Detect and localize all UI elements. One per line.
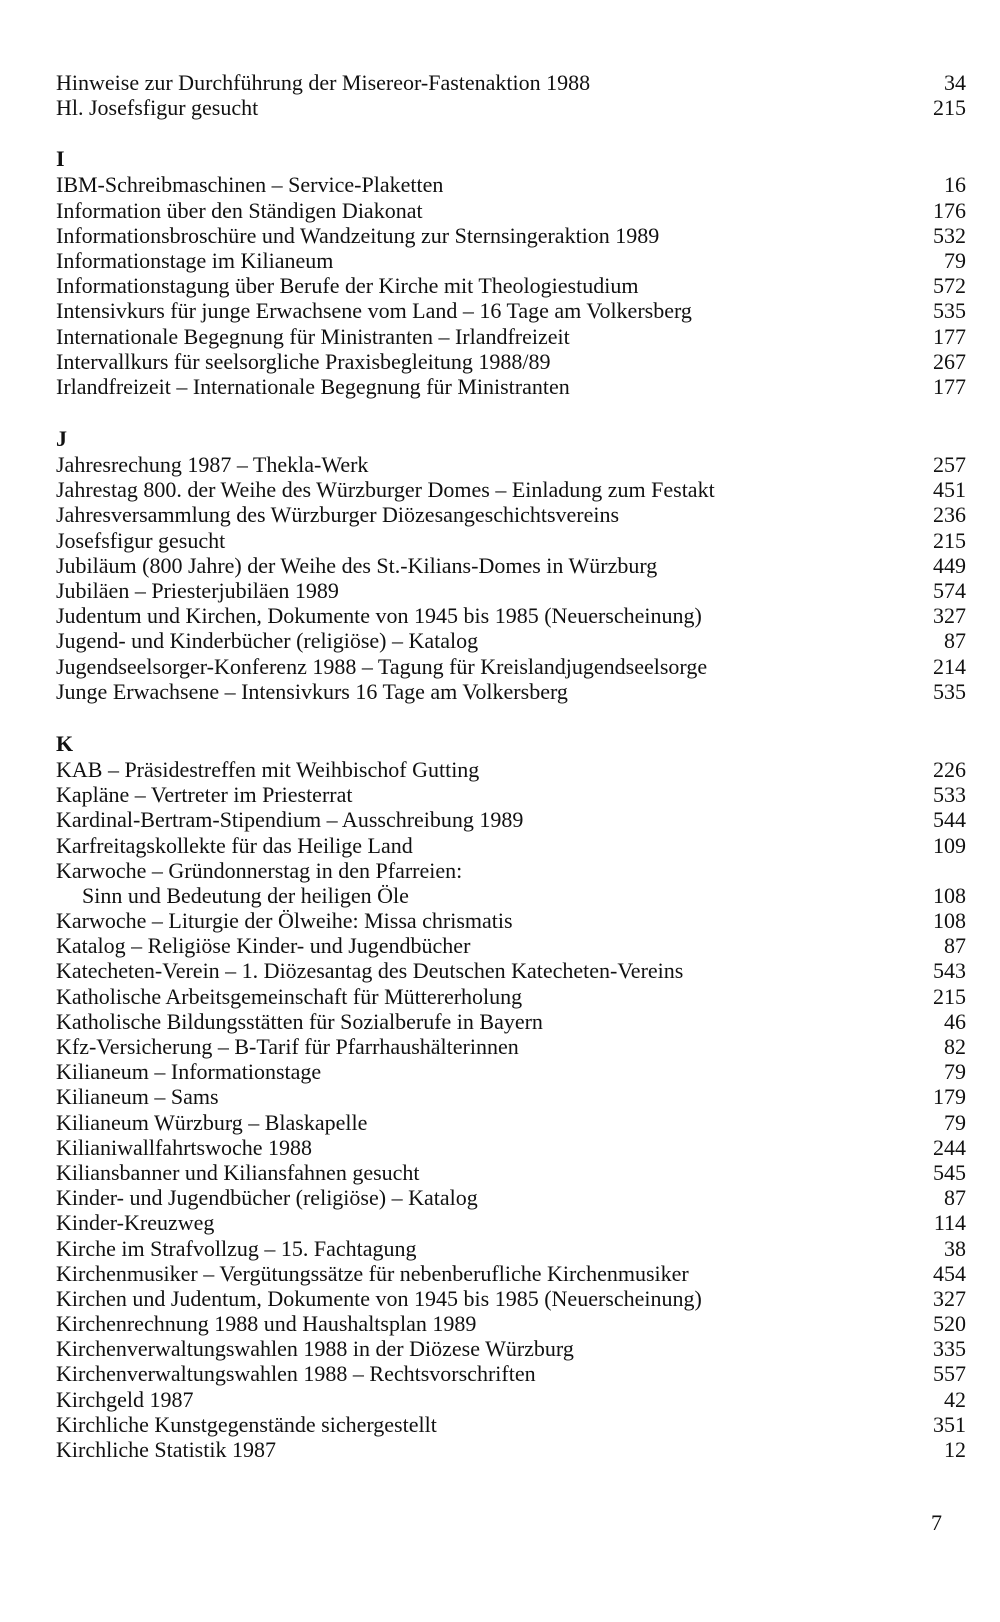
entry-page: 532 bbox=[933, 222, 966, 248]
index-entry bbox=[56, 1160, 966, 1185]
index-entry bbox=[56, 933, 966, 958]
entry-page: 574 bbox=[933, 578, 966, 603]
entry-title: Kirchgeld 1987 bbox=[56, 1386, 194, 1412]
entry-title: Jugendseelsorger-Konferenz 1988 – Tagung für Kreislandjugendseelsorge bbox=[56, 653, 708, 679]
section-letter: K bbox=[56, 730, 74, 756]
index-section bbox=[56, 70, 966, 120]
index-entry bbox=[56, 1210, 966, 1235]
entry-title: Katholische Arbeitsgemeinschaft für Müttererholung bbox=[56, 983, 523, 1009]
index-section bbox=[56, 146, 966, 399]
entry-page: 79 bbox=[944, 1109, 966, 1135]
entry-page: 108 bbox=[933, 882, 966, 908]
entry-page: 351 bbox=[933, 1411, 966, 1437]
index-entry bbox=[56, 298, 966, 323]
index-entry bbox=[56, 1135, 966, 1160]
index-entry bbox=[56, 198, 966, 223]
entry-title: Junge Erwachsene – Intensivkurs 16 Tage am Volkersberg bbox=[56, 678, 568, 704]
index-entry bbox=[56, 502, 966, 527]
index-entry bbox=[56, 833, 966, 858]
entry-page: 34 bbox=[944, 70, 966, 95]
entry-page: 226 bbox=[933, 756, 966, 782]
index-entry bbox=[56, 528, 966, 553]
entry-title: Kilianeum Würzburg – Blaskapelle bbox=[56, 1109, 368, 1135]
index-entry bbox=[56, 324, 966, 349]
index-entry bbox=[56, 1336, 966, 1361]
entry-title: Jubiläen – Priesterjubiläen 1989 bbox=[56, 578, 339, 603]
entry-title: Jugend- und Kinderbücher (religiöse) – Katalog bbox=[56, 628, 479, 654]
index-entry bbox=[56, 1110, 966, 1135]
index-entry bbox=[56, 1437, 966, 1462]
index-section bbox=[56, 731, 966, 1462]
index-entry bbox=[56, 883, 966, 908]
entry-page: 176 bbox=[933, 197, 966, 223]
entry-title: Katholische Bildungsstätten für Sozialberufe in Bayern bbox=[56, 1008, 543, 1034]
index-entry bbox=[56, 908, 966, 933]
index-entry bbox=[56, 273, 966, 298]
entry-title: Informationstage im Kilianeum bbox=[56, 247, 334, 273]
entry-page: 451 bbox=[933, 477, 966, 503]
entry-title: Kirchenverwaltungswahlen 1988 in der Diözese Würzburg bbox=[56, 1336, 574, 1362]
entry-page: 449 bbox=[933, 552, 966, 578]
entry-title: Kinder-Kreuzweg bbox=[56, 1210, 215, 1236]
entry-page: 87 bbox=[944, 1185, 966, 1211]
index-entry bbox=[56, 958, 966, 983]
index-entry bbox=[56, 603, 966, 628]
index-entry bbox=[56, 1311, 966, 1336]
index-entry bbox=[56, 1412, 966, 1437]
entry-title: Katalog – Religiöse Kinder- und Jugendbücher bbox=[56, 933, 471, 959]
entry-title: Kardinal-Bertram-Stipendium – Ausschreibung 1989 bbox=[56, 807, 524, 833]
index-entry bbox=[56, 553, 966, 578]
index-entry bbox=[56, 807, 966, 832]
index-entry bbox=[56, 782, 966, 807]
entry-title: Kirchenverwaltungswahlen 1988 – Rechtsvorschriften bbox=[56, 1361, 536, 1387]
index-entry bbox=[56, 374, 966, 399]
entry-title: Katecheten-Verein – 1. Diözesantag des Deutschen Katecheten-Vereins bbox=[56, 958, 684, 984]
page-number: 7 bbox=[931, 1510, 942, 1535]
index-entry bbox=[56, 858, 966, 883]
entry-page: 12 bbox=[944, 1437, 966, 1462]
entry-page: 520 bbox=[933, 1311, 966, 1337]
entry-page: 535 bbox=[933, 298, 966, 324]
section-letter: I bbox=[56, 146, 65, 172]
entry-page: 533 bbox=[933, 782, 966, 808]
index-entry bbox=[56, 349, 966, 374]
index-entry bbox=[56, 679, 966, 704]
index-entry bbox=[56, 95, 966, 120]
index-entry bbox=[56, 1009, 966, 1034]
section-letter: J bbox=[56, 426, 67, 452]
entry-page: 215 bbox=[933, 983, 966, 1009]
entry-page: 327 bbox=[933, 1285, 966, 1311]
index-entry bbox=[56, 172, 966, 197]
entry-title: Kirchenmusiker – Vergütungssätze für nebenberufliche Kirchenmusiker bbox=[56, 1260, 689, 1286]
entry-page: 42 bbox=[944, 1386, 966, 1412]
entry-page: 327 bbox=[933, 603, 966, 629]
index-entry bbox=[56, 1059, 966, 1084]
index-entry bbox=[56, 757, 966, 782]
entry-title: Kirchenrechnung 1988 und Haushaltsplan 1989 bbox=[56, 1311, 477, 1337]
index-entry bbox=[56, 1387, 966, 1412]
entry-page: 215 bbox=[933, 527, 966, 553]
entry-title: Kapläne – Vertreter im Priesterrat bbox=[56, 782, 353, 808]
entry-page: 179 bbox=[933, 1084, 966, 1110]
index-entry bbox=[56, 70, 966, 95]
entry-title: Kfz-Versicherung – B-Tarif für Pfarrhaushälterinnen bbox=[56, 1034, 519, 1059]
entry-title: Kiliansbanner und Kiliansfahnen gesucht bbox=[56, 1159, 420, 1185]
entry-title: Internationale Begegnung für Ministranten – Irlandfreizeit bbox=[56, 323, 570, 349]
entry-title: Kirchliche Kunstgegenstände sichergestellt bbox=[56, 1411, 437, 1437]
index-entry bbox=[56, 248, 966, 273]
entry-page: 267 bbox=[933, 348, 966, 374]
entry-page: 177 bbox=[933, 323, 966, 349]
entry-title: IBM-Schreibmaschinen – Service-Plaketten bbox=[56, 172, 444, 198]
index-entry bbox=[56, 654, 966, 679]
index-page bbox=[56, 70, 966, 1489]
entry-title: Jahrestag 800. der Weihe des Würzburger Domes – Einladung zum Festakt bbox=[56, 477, 715, 503]
entry-page: 454 bbox=[933, 1260, 966, 1286]
entry-page: 335 bbox=[933, 1336, 966, 1362]
index-entry bbox=[56, 452, 966, 477]
entry-title: Judentum und Kirchen, Dokumente von 1945 bis 1985 (Neuerscheinung) bbox=[56, 603, 702, 629]
entry-title: Informationstagung über Berufe der Kirche mit Theologiestudium bbox=[56, 273, 639, 299]
entry-page: 572 bbox=[933, 273, 966, 299]
index-entry bbox=[56, 578, 966, 603]
entry-title: Sinn und Bedeutung der heiligen Öle bbox=[82, 882, 409, 908]
entry-page: 108 bbox=[933, 908, 966, 934]
entry-page: 79 bbox=[944, 1059, 966, 1085]
entry-page: 38 bbox=[944, 1235, 966, 1261]
entry-title: Josefsfigur gesucht bbox=[56, 527, 226, 553]
index-entry bbox=[56, 477, 966, 502]
entry-title: Kilianeum – Sams bbox=[56, 1084, 219, 1110]
entry-page: 544 bbox=[933, 807, 966, 833]
index-entry bbox=[56, 1084, 966, 1109]
entry-page: 543 bbox=[933, 958, 966, 984]
entry-page: 46 bbox=[944, 1008, 966, 1034]
entry-page: 236 bbox=[933, 502, 966, 528]
index-entry bbox=[56, 1034, 966, 1059]
entry-title: Karwoche – Gründonnerstag in den Pfarreien: bbox=[56, 857, 463, 883]
index-entry bbox=[56, 984, 966, 1009]
index-entry bbox=[56, 1286, 966, 1311]
entry-page: 244 bbox=[933, 1134, 966, 1160]
entry-page: 114 bbox=[933, 1210, 966, 1236]
entry-title: Kirchen und Judentum, Dokumente von 1945 bis 1985 (Neuerscheinung) bbox=[56, 1285, 702, 1311]
entry-title: Kilianeum – Informationstage bbox=[56, 1059, 322, 1085]
entry-title: Intensivkurs für junge Erwachsene vom Land – 16 Tage am Volkersberg bbox=[56, 298, 692, 324]
entry-page: 545 bbox=[933, 1159, 966, 1185]
entry-title: Kirchliche Statistik 1987 bbox=[56, 1437, 276, 1462]
entry-title: Hl. Josefsfigur gesucht bbox=[56, 95, 259, 121]
index-entry bbox=[56, 1236, 966, 1261]
entry-page: 87 bbox=[944, 628, 966, 654]
entry-title: Irlandfreizeit – Internationale Begegnung für Ministranten bbox=[56, 373, 570, 399]
entry-page: 557 bbox=[933, 1361, 966, 1387]
index-entry bbox=[56, 628, 966, 653]
entry-page: 16 bbox=[944, 172, 966, 198]
entry-title: Intervallkurs für seelsorgliche Praxisbegleitung 1988/89 bbox=[56, 348, 551, 374]
entry-page: 257 bbox=[933, 452, 966, 478]
entry-title: Hinweise zur Durchführung der Misereor-Fastenaktion 1988 bbox=[56, 70, 591, 95]
index-entry bbox=[56, 1261, 966, 1286]
entry-page: 109 bbox=[933, 832, 966, 858]
entry-title: Jahresrechung 1987 – Thekla-Werk bbox=[56, 452, 369, 478]
entry-title: Kinder- und Jugendbücher (religiöse) – Katalog bbox=[56, 1185, 478, 1211]
entry-page: 87 bbox=[944, 933, 966, 959]
entry-title: Informationsbroschüre und Wandzeitung zur Sternsingeraktion 1989 bbox=[56, 222, 660, 248]
entry-title: Information über den Ständigen Diakonat bbox=[56, 197, 423, 223]
index-entry bbox=[56, 1361, 966, 1386]
entry-page: 177 bbox=[933, 373, 966, 399]
entry-title: Jubiläum (800 Jahre) der Weihe des St.-Kilians-Domes in Würzburg bbox=[56, 552, 658, 578]
entry-page: 535 bbox=[933, 678, 966, 704]
entry-page: 79 bbox=[944, 247, 966, 273]
entry-page: 214 bbox=[933, 653, 966, 679]
entry-title: Kirche im Strafvollzug – 15. Fachtagung bbox=[56, 1235, 417, 1261]
entry-title: Jahresversammlung des Würzburger Diözesangeschichtsvereins bbox=[56, 502, 620, 528]
entry-page: 82 bbox=[944, 1034, 966, 1059]
entry-title: Karfreitagskollekte für das Heilige Land bbox=[56, 832, 413, 858]
entry-title: KAB – Präsidestreffen mit Weihbischof Gutting bbox=[56, 756, 480, 782]
entry-page: 215 bbox=[933, 95, 966, 121]
entry-title: Karwoche – Liturgie der Ölweihe: Missa chrismatis bbox=[56, 908, 513, 934]
entry-title: Kilianiwallfahrtswoche 1988 bbox=[56, 1134, 312, 1160]
index-section bbox=[56, 426, 966, 704]
index-sections bbox=[56, 70, 966, 1462]
index-entry bbox=[56, 1185, 966, 1210]
index-entry bbox=[56, 223, 966, 248]
